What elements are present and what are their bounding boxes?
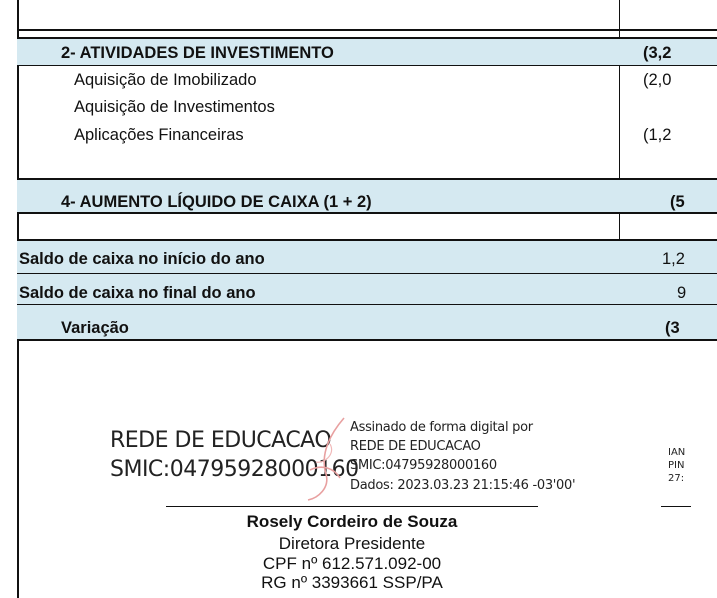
saldo-final-label: Saldo de caixa no final do ano <box>19 284 256 302</box>
digital-signature-line: Assinado de forma digital por <box>350 420 533 435</box>
signer-cpf: CPF nº 612.571.092-00 <box>262 554 442 573</box>
side-signature-fragment: IAN <box>668 447 686 458</box>
line-item-label: Aplicações Financeiras <box>74 126 244 144</box>
section-title-aumento: 4- AUMENTO LÍQUIDO DE CAIXA (1 + 2) <box>61 193 372 211</box>
variacao-label: Variação <box>61 319 129 337</box>
side-signature-fragment: PIN <box>668 460 685 471</box>
saldo-final-value: 9 <box>677 284 687 302</box>
signature-line-secondary <box>661 506 691 507</box>
signer-role: Diretora Presidente <box>278 534 426 553</box>
table-rule <box>17 29 717 31</box>
variacao-value: (3 <box>665 319 680 337</box>
digital-signature-line: REDE DE EDUCACAO <box>350 439 481 454</box>
line-item-value: (2,0 <box>643 71 672 89</box>
side-signature-fragment: 27: <box>668 473 685 484</box>
line-item-value: (1,2 <box>643 126 672 144</box>
section-value-investimento: (3,2 <box>643 44 672 62</box>
section-value-aumento: (5 <box>670 193 685 211</box>
saldo-inicio-label: Saldo de caixa no início do ano <box>19 250 265 268</box>
table-rule <box>17 37 717 39</box>
table-rule <box>17 339 717 341</box>
signer-rg: RG nº 3393661 SSP/PA <box>261 573 443 592</box>
line-item-label: Aquisição de Imobilizado <box>74 71 257 89</box>
digital-signature-line: SMIC:04795928000160 <box>350 458 497 473</box>
signer-name: Rosely Cordeiro de Souza <box>246 512 458 531</box>
signature-name-line2: SMIC:04795928000160 <box>110 457 359 482</box>
saldo-inicio-value: 1,2 <box>662 250 685 268</box>
signature-name-line1: REDE DE EDUCACAO <box>110 428 332 453</box>
section-title-investimento: 2- ATIVIDADES DE INVESTIMENTO <box>61 44 334 62</box>
table-rule <box>17 65 717 66</box>
signature-line <box>166 506 538 507</box>
line-item-label: Aquisição de Investimentos <box>74 98 275 116</box>
digital-signature-line: Dados: 2023.03.23 21:15:46 -03'00' <box>350 478 576 493</box>
table-rule <box>17 212 717 214</box>
